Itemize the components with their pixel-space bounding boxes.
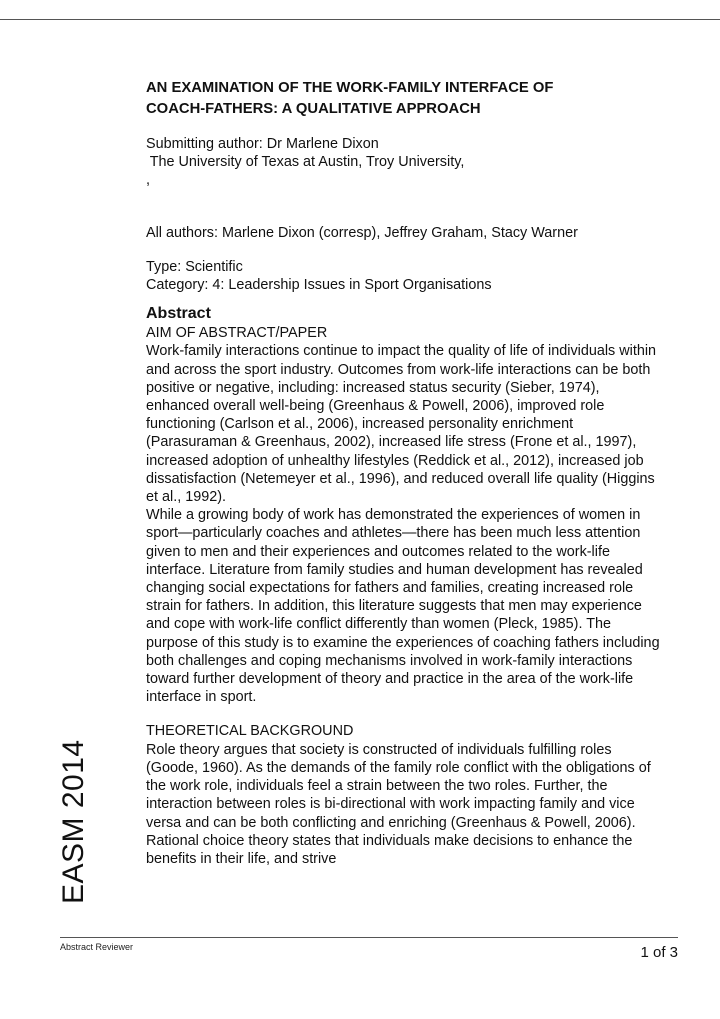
spacer bbox=[146, 119, 666, 135]
abstract-page-content bbox=[146, 78, 666, 868]
abstract-heading: Abstract bbox=[146, 305, 211, 323]
aim-paragraph-2: While a growing body of work has demonstrated the experiences of women in sport—particularly coaches and athletes—there has been much less attention given to men and their experiences and outcomes related to the work-life interface. Literature from family studies and human development has revealed changing social expectations for fathers and families, creating increased role strain for fathers. In addition, this literature suggests that men may experience and cope with work-life conflict differently than women (Pleck, 1985). The purpose of this study is to examine the experiences of coaching fathers including both challenges and coping mechanisms involved in work-family interactions toward further development of theory and practice in the area of the work-life interface in sport. bbox=[146, 507, 660, 706]
institution: The University of Texas at Austin, Troy University, bbox=[146, 154, 465, 171]
theory-paragraph: Role theory argues that society is constructed of individuals fulfilling roles (Goode, 1960). As the demands of the family role conflict with the obligations of the work role, individuals feel a strain between the two roles. Further, the interaction between roles is bi-directional with work impacting family and vice versa and can be both conflicting and enriching (Greenhaus & Powell, 2006). Rational choice theory states that individuals make decisions to enhance the benefits in their life, and strive bbox=[146, 741, 651, 867]
spacer bbox=[146, 190, 666, 224]
conference-side-label: EASM 2014 bbox=[57, 739, 90, 904]
paper-category: Category: 4: Leadership Issues in Sport Organisations bbox=[146, 277, 492, 294]
aim-paragraph-1: Work-family interactions continue to impact the quality of life of individuals within and across the sport industry. Outcomes from work-life interactions can be both positive or negative, including: increased status security (Sieber, 1974), enhanced overall well-being (Greenhaus & Powell, 2006), improved role functioning (Carlson et al., 2006), increased personality enrichment (Parasuraman & Greenhaus, 2002), increased life stress (Frone et al., 1997), increased adoption of unhealthy lifestyles (Reddick et al., 2012), increased job dissatisfaction (Netemeyer et al., 1996), and reduced overall life quality (Higgins et al., 1992). bbox=[146, 343, 657, 506]
spacer bbox=[146, 706, 666, 722]
all-authors: All authors: Marlene Dixon (corresp), Jeffrey Graham, Stacy Warner bbox=[146, 224, 578, 241]
paper-type: Type: Scientific bbox=[146, 258, 243, 275]
aim-heading: AIM OF ABSTRACT/PAPER bbox=[146, 325, 328, 342]
page-number: 1 of 3 bbox=[640, 944, 678, 961]
theory-heading: THEORETICAL BACKGROUND bbox=[146, 723, 354, 740]
submitting-author: Submitting author: Dr Marlene Dixon bbox=[146, 136, 379, 152]
top-rule bbox=[0, 19, 720, 20]
footer-rule bbox=[60, 937, 678, 938]
institution-extra: , bbox=[146, 172, 150, 189]
spacer bbox=[146, 242, 666, 258]
footer-reviewer-label: Abstract Reviewer bbox=[60, 942, 134, 952]
paper-title: AN EXAMINATION OF THE WORK-FAMILY INTERFACE OF COACH-FATHERS: A QUALITATIVE APPROACH bbox=[146, 80, 554, 117]
